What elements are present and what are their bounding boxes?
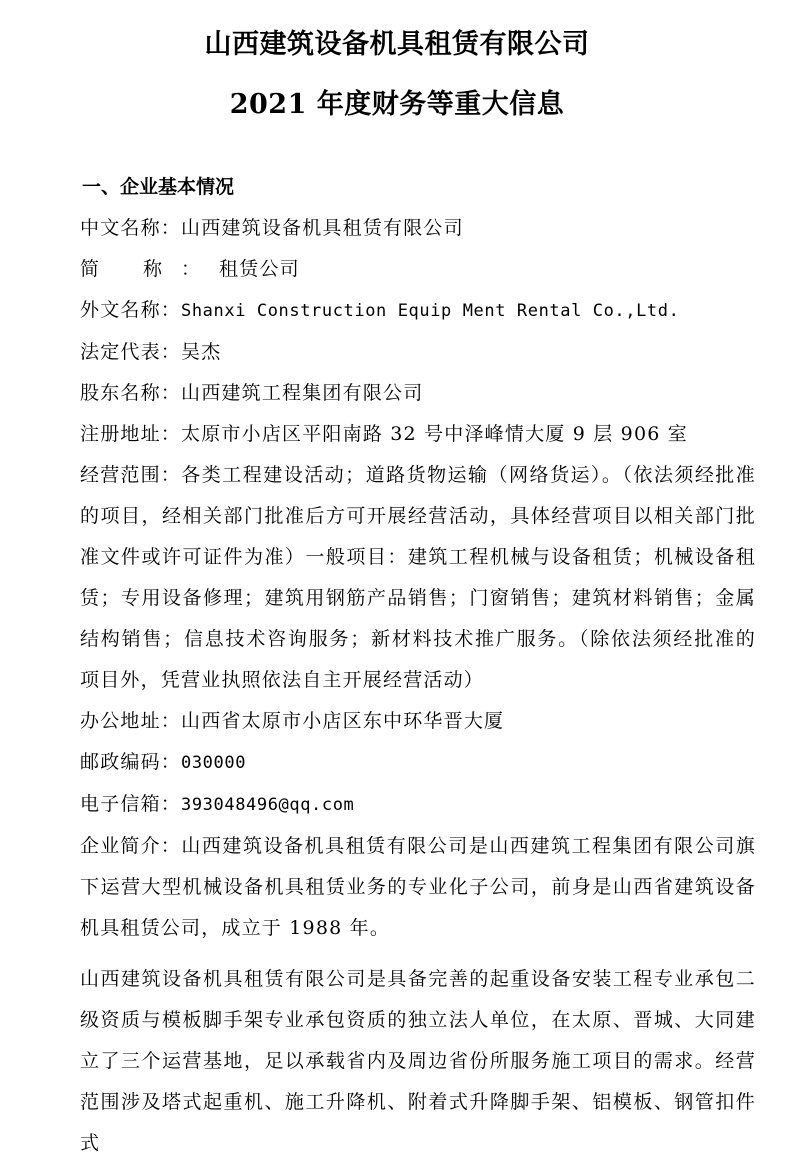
field-label: 法定代表： — [80, 341, 182, 363]
field-label: 电子信箱： — [80, 793, 182, 815]
field-label: 邮政编码： — [80, 751, 182, 773]
field-short-name — [80, 249, 756, 290]
field-value: 山西建筑设备机具租赁有限公司 — [181, 217, 464, 239]
field-value: 吴杰 — [181, 341, 222, 363]
field-email — [80, 784, 756, 826]
field-value: 太原市小店区平阳南路 32 号中泽峰情大厦 9 层 906 室 — [181, 423, 688, 445]
field-value: 各类工程建设活动；道路货物运输（网络货运）。（依法须经批准的项目，经相关部门批准后方可开展经营活动，具体经营项目以相关部门批准文件或许可证件为准）一般项目：建筑工程机械与设备租赁；机械设备租赁；专用设备修理；建筑用钢筋产品销售；门窗销售；建筑材料销售；金属结构销售；信息技术咨询服务；新材料技术推广服务。（除依法须经批准的项目外，凭营业执照依法自主开展经营活动） — [80, 464, 756, 691]
document-body — [80, 208, 756, 1164]
field-company-profile — [80, 826, 756, 949]
field-chinese-name — [80, 208, 756, 249]
field-value: 393048496@qq.com — [181, 795, 355, 815]
field-value: 山西建筑设备机具租赁有限公司是山西建筑工程集团有限公司旗下运营大型机械设备机具租赁业务的专业化子公司，前身是山西省建筑设备机具租赁公司，成立于 1988 年。 — [80, 835, 756, 939]
field-registered-address — [80, 414, 756, 455]
document-title: 山西建筑设备机具租赁有限公司 — [204, 29, 590, 60]
field-value: 山西建筑工程集团有限公司 — [181, 382, 424, 404]
field-label: 外文名称： — [80, 299, 182, 321]
field-label: 企业简介： — [80, 835, 182, 857]
field-value: 租赁公司 — [219, 258, 300, 280]
field-label: 中文名称： — [80, 217, 182, 239]
field-label: 注册地址： — [80, 423, 182, 445]
section-heading: 一、企业基本情况 — [82, 176, 235, 198]
field-value: 山西省太原市小店区东中环华晋大厦 — [181, 710, 505, 732]
field-office-address — [80, 701, 756, 742]
field-legal-representative — [80, 332, 756, 373]
field-business-scope — [80, 455, 756, 701]
field-value: Shanxi Construction Equip Ment Rental Co.,Ltd. — [181, 301, 680, 321]
document-subtitle: 2021 年度财务等重大信息 — [229, 89, 565, 120]
body-paragraph: 山西建筑设备机具租赁有限公司是具备完善的起重设备安装工程专业承包二级资质与模板脚手架专业承包资质的独立法人单位，在太原、晋城、大同建立了三个运营基地，足以承载省内及周边省份所服务施工项目的需求。经营范围涉及塔式起重机、施工升降机、附着式升降脚手架、铝模板、钢管扣件式 — [80, 968, 756, 1154]
field-value: 030000 — [181, 753, 247, 773]
field-label: 股东名称： — [80, 382, 182, 404]
field-shareholder — [80, 373, 756, 414]
field-english-name — [80, 290, 756, 332]
field-label: 办公地址： — [80, 710, 182, 732]
field-postal-code — [80, 742, 756, 784]
field-label: 简 称： — [80, 258, 220, 280]
field-label: 经营范围： — [80, 464, 182, 486]
